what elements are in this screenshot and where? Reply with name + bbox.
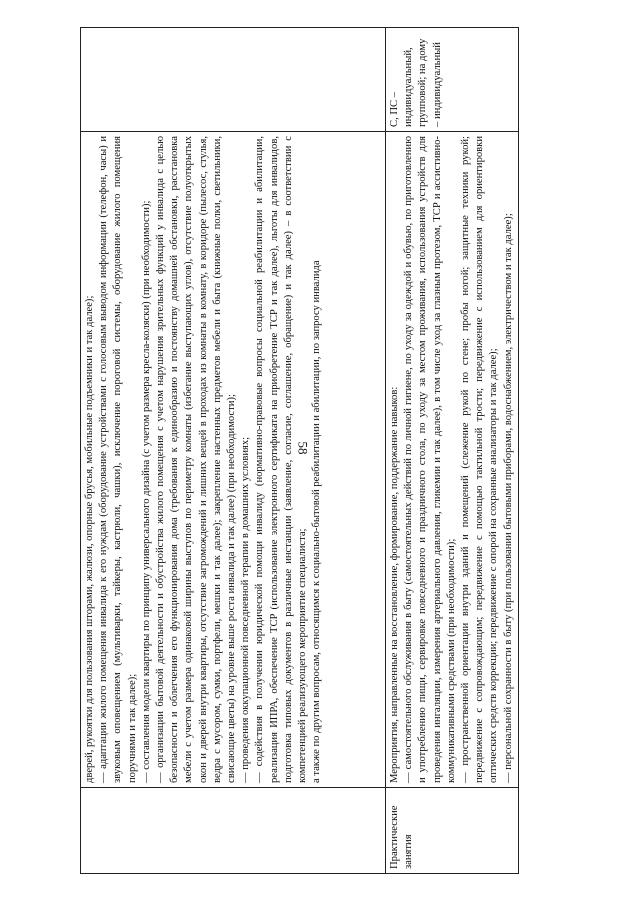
table-cell-description (81, 132, 386, 788)
text-line: — составления модели квартиры по принципу универсального дизайна (с учетом размера кресла-коляски) (при необходимости); (140, 200, 152, 783)
text-line: — самостоятельного обслуживания в быту (самостоятельных действий по личной гигиене, по уходу за одеждой и обувью, по приготовлению и употреблению пищи, сервировке повседневного и праздничного стола, по уходу за местом проживания, использования устройств для проведения ингаляции, измерения артериального давления, гликемии и так далее), в том числе уход за глазным протезом, ТСР и ассистивно-коммуникативными средствами (при необходимости); (403, 136, 457, 783)
table-cell-description (386, 132, 519, 788)
text-line: а также по другим вопросам, относящимся к социально-бытовой реабилитации и абилитации, по запросу инвалида (311, 260, 323, 783)
text-line: — персональной сохранности в быту (при пользовании бытовыми приборами, водоснабжением, электричеством и так далее); (502, 213, 514, 783)
rotated-table-wrapper (80, 28, 514, 874)
table-cell-form (81, 28, 386, 132)
measures-table (80, 27, 519, 874)
text-line: — содействия в получении юридической помощи инвалиду (нормативно-правовые вопросы социальной реабилитации и абилитации, реализация ИПРА, обеспечение ТСР (использование электронного сертификата на приобретение ТСР и так далее), льготы для инвалидов, подготовка типовых документов в различные инстанции (заявление, согласие, соглашение, обращение) и так далее) – в соответствии с компетенцией реализующего мероприятие специалиста; (254, 136, 309, 783)
table-row (81, 28, 386, 874)
table-cell-type: Практические занятия (386, 788, 519, 874)
page-number: 58 (295, 441, 311, 455)
document-sheet (80, 28, 514, 874)
text-line: — организации бытовой деятельности и обустройства жилого помещения с учетом нарушения зрительных функций у инвалида с целью безопасности и облегчения его функционирования дома (требования к единообразию и постоянству домашней обстановки, расстановка мебели с учетом размера одинаковой ширины выступов по периметру комнаты (избегание выступающих углов), отсутствие полуоткрытых окон и дверей внутри квартиры, отсутствие загромождений и лишних вещей в проходах из комнаты в комнату, в коридоре (пылесос, стулья, ведра с мусором, сумки, портфели, мешки и так далее); закрепление настенных предметов мебели и быта (книжные полки, светильники, свисающие цветы) на уровне выше роста инвалида и так далее) (при необходимости); (155, 136, 238, 783)
text-line: — адаптации жилого помещения инвалида к его нуждам (оборудование устройствами с голосовым выводом информации (телефон, часы) и звуковым оповещением (мультиварки, тайкеры, кастрюли, чашки), исключение пороговой системы, оборудование жилого помещения поручнями и так далее); (98, 136, 138, 783)
table-cell-form: С, ПС – индивидуальный, групповой; на дому – индивидуальный (386, 28, 519, 132)
text-line: дверей, рукоятки для пользования шторами, жалюзи, опорные брусья, мобильные подъемники и так далее); (84, 295, 95, 783)
text-line: — пространственной ориентации внутри зданий и помещений (слежение рукой по стене; пробы ногой; защитные техники рукой; передвижение с сопровождающим; передвижение с помощью тактильной трости; передвижение с использованием для ориентировки оптических средств коррекции; передвижение с опорой на сохранные анализаторы и так далее); (460, 136, 500, 783)
text-line: Мероприятия, направленные на восстановление, формирование, поддержание навыков: (389, 386, 400, 783)
table-cell-type (81, 788, 386, 874)
table-row (386, 28, 519, 874)
text-line: — проведения оккупационной повседневной терапии в домашних условиях; (240, 436, 252, 783)
